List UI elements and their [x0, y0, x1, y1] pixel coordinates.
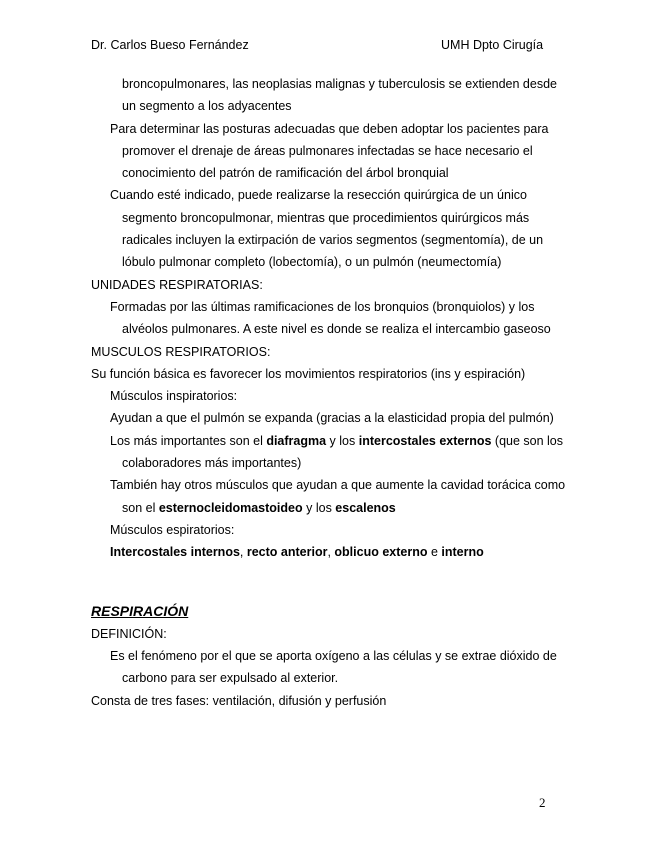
paragraph-posturas: Para determinar las posturas adecuadas que deben adoptar los pacientes para promover el drenaje de áreas pulmonares infectadas se hace necesario el conocimiento del patrón de ramificación del árbol bronquial: [110, 121, 549, 181]
paragraph-otros-musculos: [91, 474, 571, 519]
text-span: ,: [327, 545, 335, 560]
text-span: ,: [239, 545, 247, 560]
paragraph-definicion: Es el fenómeno por el que se aporta oxígeno a las células y se extrae dióxido de carbono para ser expulsado al exterior.: [110, 649, 557, 686]
paragraph-espiratorios: [91, 541, 571, 563]
text-span: También hay otros músculos que ayudan a que aumente la cavidad torácica como son el: [110, 478, 566, 515]
header-author: Dr. Carlos Bueso Fernández: [91, 38, 249, 52]
heading-unidades-respiratorias: UNIDADES RESPIRATORIAS:: [91, 277, 263, 292]
paragraph-ayudan: Ayudan a que el pulmón se expanda (gracias a la elasticidad propia del pulmón): [110, 411, 554, 426]
section-spacer: [91, 564, 571, 600]
header-department: UMH Dpto Cirugía: [441, 38, 544, 52]
paragraph-reseccion: Cuando esté indicado, puede realizarse la resección quirúrgica de un único segmento broncopulmonar, mientras que procedimientos quirúrgicos más radicales incluyen la extirpación de varios segmentos (segmentomía), de un lóbulo pulmonar completo (lobectomía), o un pulmón (neumectomía): [110, 188, 544, 270]
page-number: 2: [539, 795, 546, 810]
paragraph-funcion: Su función básica es favorecer los movimientos respiratorios (ins y espiración): [91, 366, 526, 381]
text-span: (que son los colaboradores más importantes): [122, 433, 564, 471]
text-span: y los: [326, 433, 359, 448]
term-recto-anterior: recto anterior: [246, 545, 328, 560]
term-intercostales-externos: intercostales externos: [358, 433, 492, 448]
heading-musculos-respiratorios: MUSCULOS RESPIRATORIOS:: [91, 344, 271, 359]
paragraph-importantes: [91, 430, 571, 475]
heading-definicion: DEFINICIÓN:: [91, 626, 167, 641]
text-span: e: [427, 545, 442, 560]
text-span: y los: [302, 500, 336, 515]
term-interno: interno: [441, 545, 484, 560]
term-oblicuo-externo: oblicuo externo: [334, 545, 428, 560]
term-diafragma: diafragma: [266, 433, 327, 448]
term-intercostales-internos: Intercostales internos: [110, 545, 240, 560]
paragraph-formadas: Formadas por las últimas ramificaciones de los bronquios (bronquiolos) y los alvéolos pulmonares. A este nivel es donde se realiza el intercambio gaseoso: [110, 299, 551, 337]
text-span: Los más importantes son el: [110, 433, 267, 448]
section-title-respiracion: [91, 600, 571, 623]
section-title-text: RESPIRACIÓN: [91, 602, 189, 619]
document-body: [91, 73, 571, 712]
term-esternocleidomastoideo: esternocleidomastoideo: [158, 500, 303, 515]
term-escalenos: escalenos: [335, 500, 396, 515]
heading-musculos-espiratorios: Músculos espiratorios:: [110, 522, 235, 537]
heading-musculos-inspiratorios: Músculos inspiratorios:: [110, 389, 238, 404]
paragraph-fases: Consta de tres fases: ventilación, difusión y perfusión: [91, 693, 387, 708]
paragraph-continuation: broncopulmonares, las neoplasias malignas y tuberculosis se extienden desde un segmento a los adyacentes: [122, 77, 557, 114]
